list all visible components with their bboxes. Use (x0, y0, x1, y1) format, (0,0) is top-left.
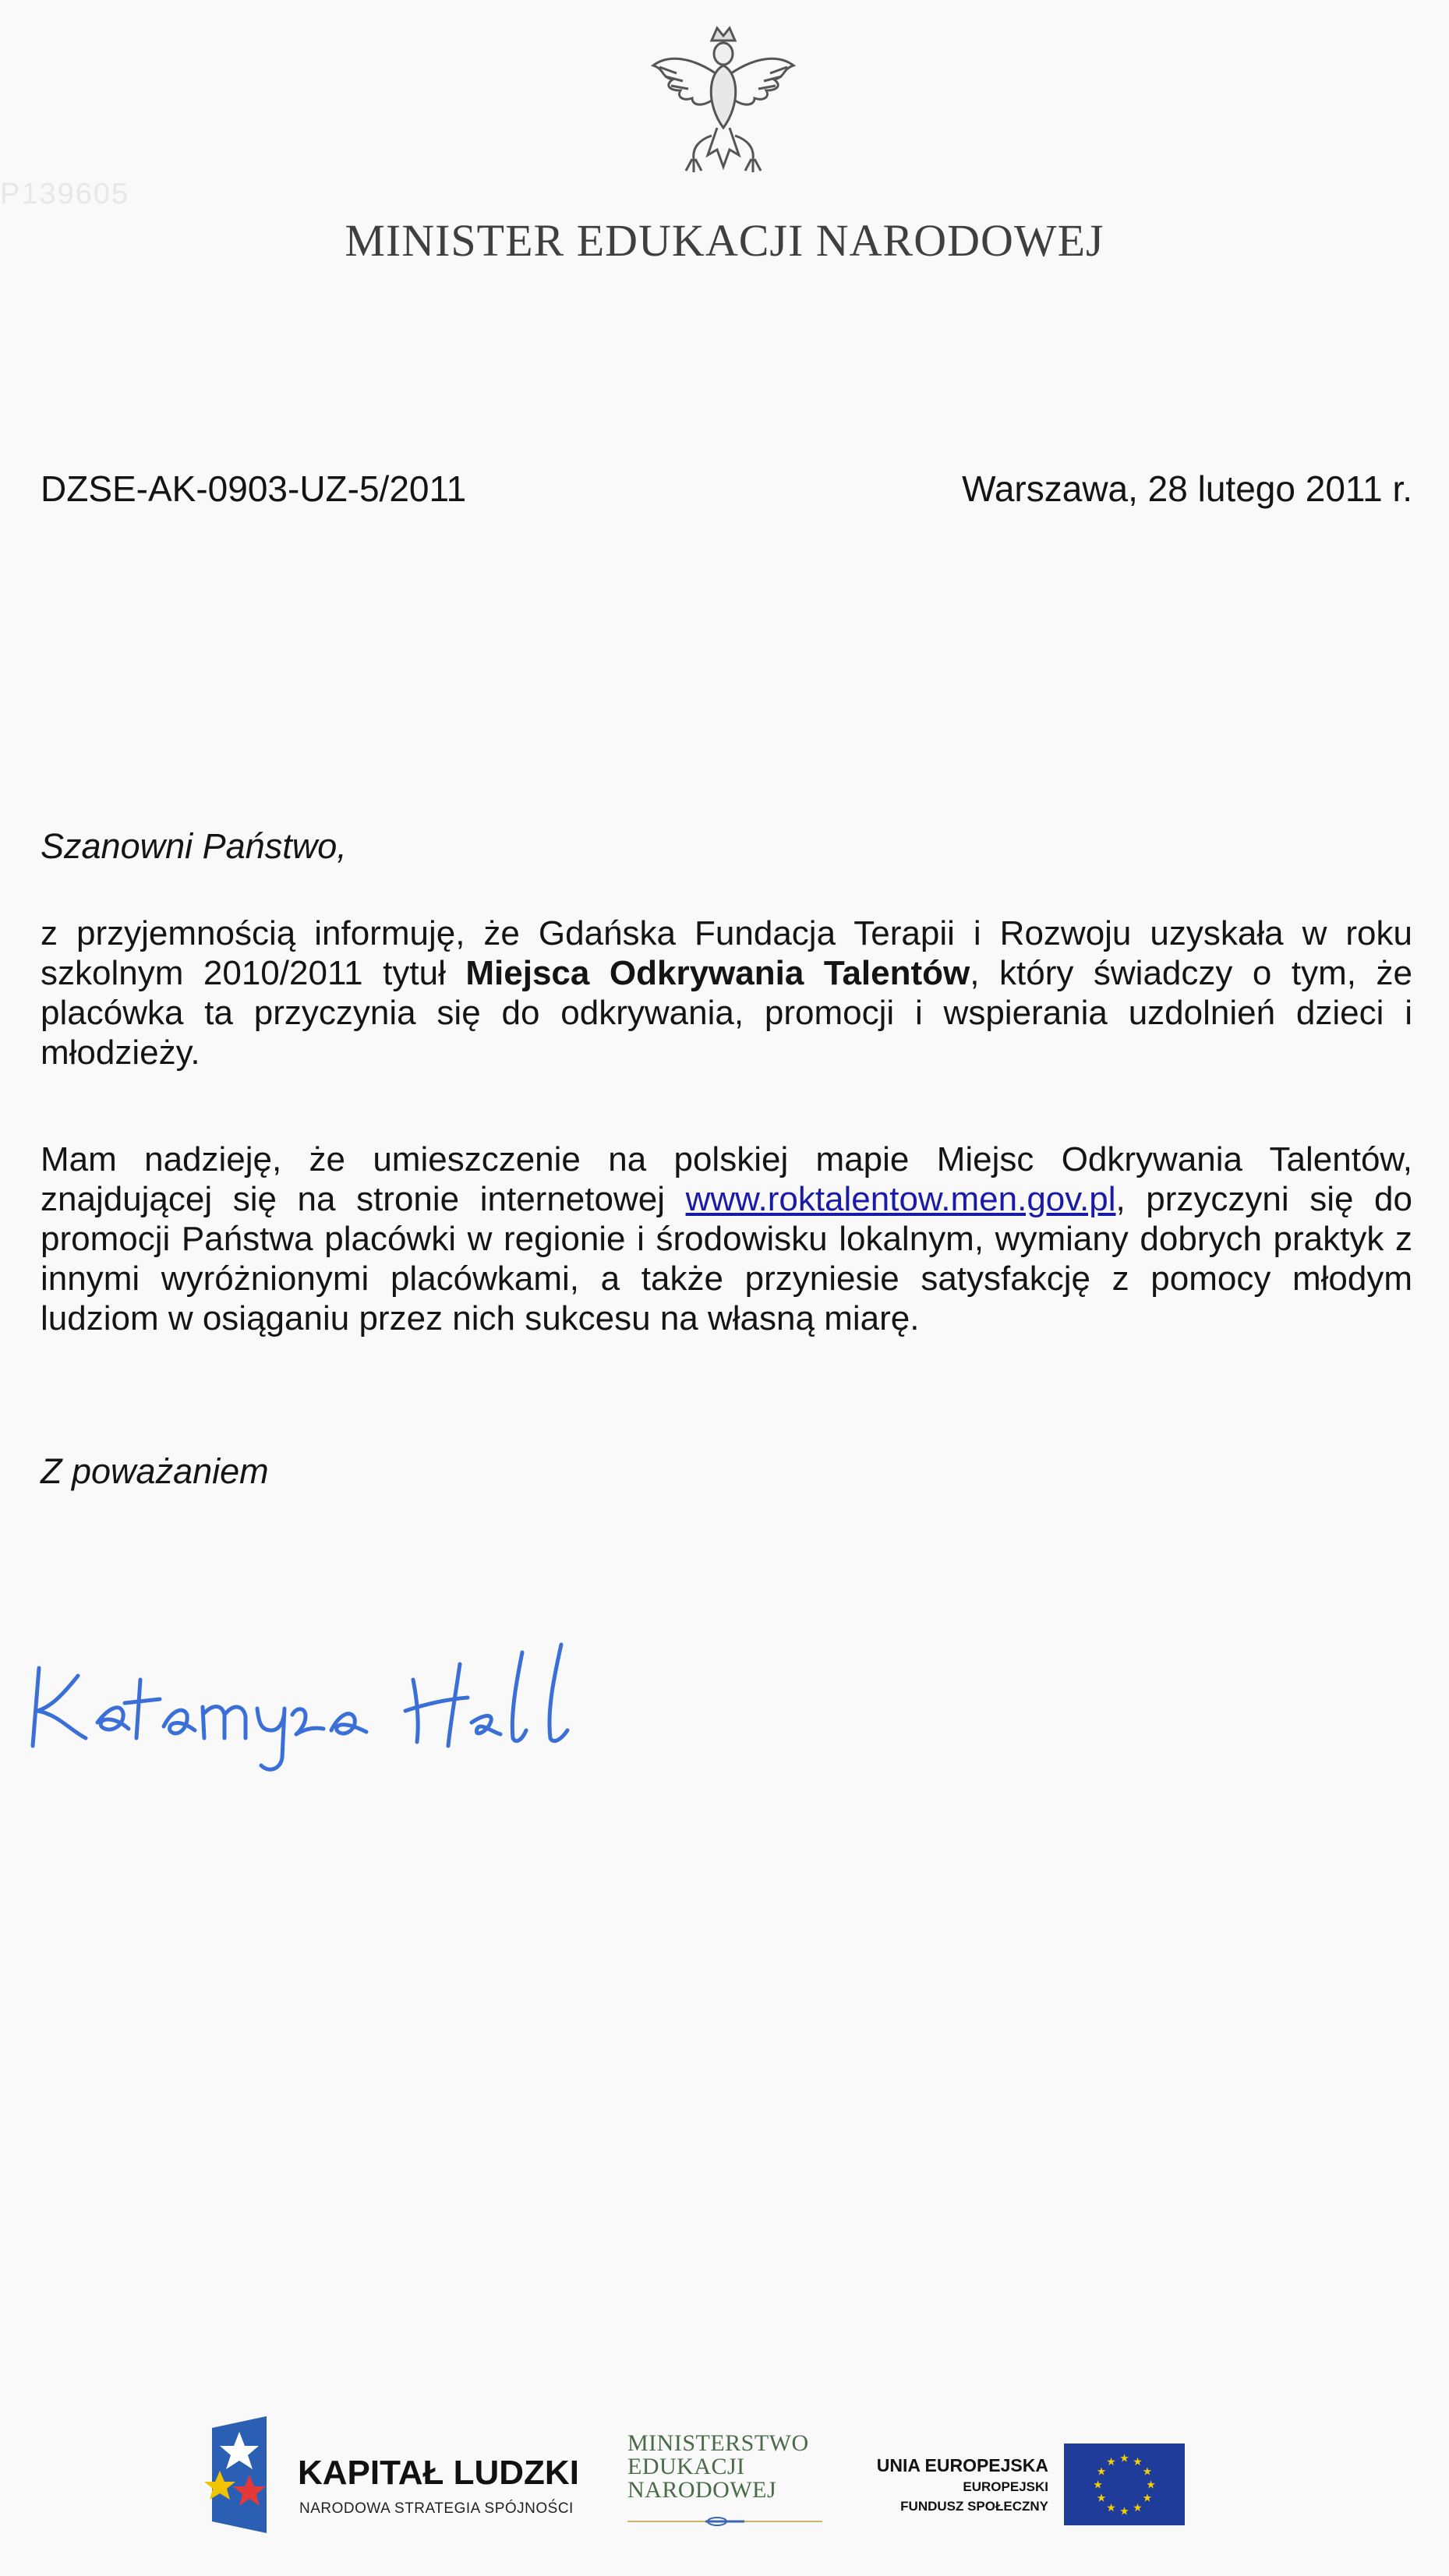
eu-star-icon: ★ (1106, 2455, 1116, 2468)
eu-star-icon: ★ (1146, 2478, 1156, 2491)
kapital-ludzki-subtitle: NARODOWA STRATEGIA SPÓJNOŚCI (299, 2500, 574, 2517)
men-line-3: NARODOWEJ (627, 2477, 777, 2503)
eu-star-icon: ★ (1096, 2491, 1107, 2504)
men-underline-icon (627, 2516, 822, 2527)
eu-line-3: FUNDUSZ SPOŁECZNY (900, 2499, 1048, 2514)
body-paragraph-1 (41, 913, 1412, 1072)
eu-star-icon: ★ (1133, 2500, 1143, 2514)
place-date: Warszawa, 28 lutego 2011 r. (962, 468, 1412, 509)
eu-star-icon: ★ (1142, 2465, 1153, 2478)
kapital-ludzki-logo-icon (204, 2416, 274, 2533)
men-line-2: EDUKACJI (627, 2454, 745, 2479)
footer-logos (0, 2408, 1449, 2564)
eu-text (857, 2454, 1048, 2516)
para2-text-a: Mam nadzieję, że umieszczenie na polskiej mapie Miejsc Odkrywania Talentów, znajdującej się na stronie internetowej (41, 1140, 1412, 1218)
salutation: Szanowni Państwo, (41, 826, 347, 866)
page-title: MINISTER EDUKACJI NARODOWEJ (345, 215, 1104, 266)
eu-star-icon: ★ (1133, 2455, 1143, 2468)
eagle-emblem-icon (645, 11, 801, 186)
kapital-ludzki-name: KAPITAŁ LUDZKI (298, 2454, 579, 2492)
para2-text-b: , przyczyni się do promocji Państwa placówki w regionie i środowisku lokalnym, wymiany dobrych praktyk z innymi wyróżnionymi placówkami, a także przyniesie satysfakcję z pomocy młodym ludziom w osiąganiu przez nich sukcesu na własną miarę. (41, 1180, 1412, 1337)
award-title: Miejsca Odkrywania Talentów (465, 954, 970, 992)
eu-line-1: UNIA EUROPEJSKA (876, 2455, 1048, 2475)
men-line-1: MINISTERSTWO (627, 2430, 809, 2456)
closing: Z poważaniem (41, 1451, 269, 1491)
body-paragraph-2 (41, 1140, 1412, 1338)
reference-number: DZSE-AK-0903-UZ-5/2011 (41, 468, 467, 509)
eu-flag-icon (1064, 2443, 1185, 2525)
faint-stamp-number: P139605 (0, 178, 130, 210)
eu-star-icon: ★ (1119, 2451, 1129, 2465)
men-logo (627, 2432, 822, 2502)
website-link[interactable]: www.roktalentow.men.gov.pl (685, 1180, 1116, 1218)
para1-text-a: z przyjemnością informuję, że Gdańska Fundacja Terapii i Rozwoju uzyskała w roku szkolnym 2010/2011 tytuł (41, 914, 1412, 992)
handwritten-signature (23, 1621, 616, 1777)
para1-text-b: , który świadczy o tym, że placówka ta przyczynia się do odkrywania, promocji i wspierania uzdolnień dzieci i młodzieży. (41, 954, 1413, 1072)
eu-star-icon: ★ (1119, 2504, 1129, 2518)
eu-line-2: EUROPEJSKI (963, 2479, 1048, 2494)
eu-star-icon: ★ (1096, 2465, 1107, 2478)
eu-star-icon: ★ (1142, 2491, 1153, 2504)
eu-star-icon: ★ (1106, 2500, 1116, 2514)
eu-star-icon: ★ (1093, 2478, 1103, 2491)
